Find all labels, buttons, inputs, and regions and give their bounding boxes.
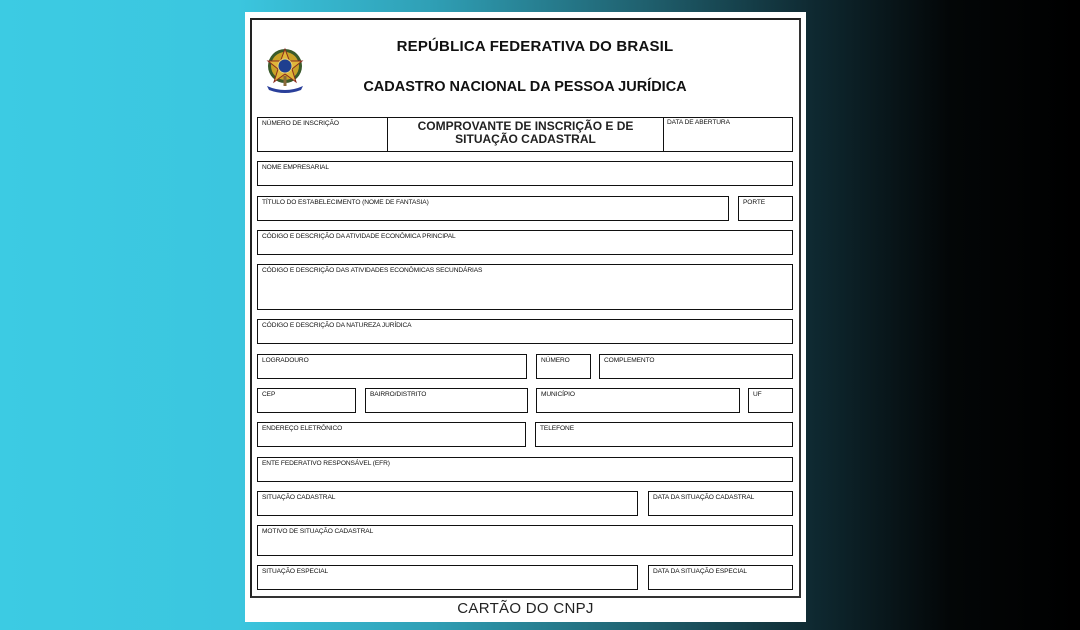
field-uf bbox=[748, 388, 793, 413]
field-label: SITUAÇÃO ESPECIAL bbox=[262, 568, 329, 575]
field-motivo-situacao bbox=[257, 525, 793, 556]
field-label: UF bbox=[753, 391, 762, 398]
field-label: DATA DA SITUAÇÃO ESPECIAL bbox=[653, 568, 747, 575]
field-situacao-cadastral bbox=[257, 491, 638, 516]
field-label: COMPLEMENTO bbox=[604, 357, 655, 364]
header-cadastro: CADASTRO NACIONAL DA PESSOA JURÍDICA bbox=[363, 79, 687, 95]
field-label: TÍTULO DO ESTABELECIMENTO (NOME DE FANTASIA) bbox=[262, 199, 429, 206]
field-label: MUNICÍPIO bbox=[541, 391, 575, 398]
field-bairro bbox=[365, 388, 528, 413]
field-atividades-secundarias bbox=[257, 264, 793, 310]
field-label: PORTE bbox=[743, 199, 766, 206]
field-complemento bbox=[599, 354, 793, 379]
field-label: CÓDIGO E DESCRIÇÃO DAS ATIVIDADES ECONÔMICAS SECUNDÁRIAS bbox=[262, 267, 483, 274]
field-label: CÓDIGO E DESCRIÇÃO DA ATIVIDADE ECONÔMICA PRINCIPAL bbox=[262, 233, 456, 240]
field-nome-empresarial bbox=[257, 161, 793, 186]
field-data-abertura bbox=[663, 117, 793, 152]
field-efr bbox=[257, 457, 793, 482]
field-situacao-especial bbox=[257, 565, 638, 590]
document-title: COMPROVANTE DE INSCRIÇÃO E DE SITUAÇÃO CADASTRAL bbox=[387, 117, 664, 152]
field-label: CÓDIGO E DESCRIÇÃO DA NATUREZA JURÍDICA bbox=[262, 322, 412, 329]
field-label: DATA DE ABERTURA bbox=[667, 119, 730, 126]
field-label: ENDEREÇO ELETRÔNICO bbox=[262, 425, 343, 432]
field-atividade-principal bbox=[257, 230, 793, 255]
field-cep bbox=[257, 388, 356, 413]
field-label: DATA DA SITUAÇÃO CADASTRAL bbox=[653, 494, 755, 501]
field-logradouro bbox=[257, 354, 527, 379]
field-label: MOTIVO DE SITUAÇÃO CADASTRAL bbox=[262, 528, 374, 535]
field-municipio bbox=[536, 388, 740, 413]
field-label: LOGRADOURO bbox=[262, 357, 309, 364]
header-republica: REPÚBLICA FEDERATIVA DO BRASIL bbox=[396, 38, 674, 55]
field-porte bbox=[738, 196, 793, 221]
field-label: ENTE FEDERATIVO RESPONSÁVEL (EFR) bbox=[262, 460, 390, 467]
field-label: NÚMERO DE INSCRIÇÃO bbox=[262, 120, 339, 127]
field-label: SITUAÇÃO CADASTRAL bbox=[262, 494, 336, 501]
field-label: BAIRRO/DISTRITO bbox=[370, 391, 427, 398]
field-numero bbox=[536, 354, 591, 379]
field-natureza-juridica bbox=[257, 319, 793, 344]
footer-caption: CARTÃO DO CNPJ bbox=[457, 600, 594, 617]
field-titulo-estabelecimento bbox=[257, 196, 729, 221]
field-data-situacao-cadastral bbox=[648, 491, 793, 516]
field-telefone bbox=[535, 422, 793, 447]
field-label: NOME EMPRESARIAL bbox=[262, 164, 329, 171]
field-label: CEP bbox=[262, 391, 276, 398]
field-label: TELEFONE bbox=[540, 425, 575, 432]
field-data-situacao-especial bbox=[648, 565, 793, 590]
field-endereco-eletronico bbox=[257, 422, 526, 447]
field-label: NÚMERO bbox=[541, 357, 570, 364]
